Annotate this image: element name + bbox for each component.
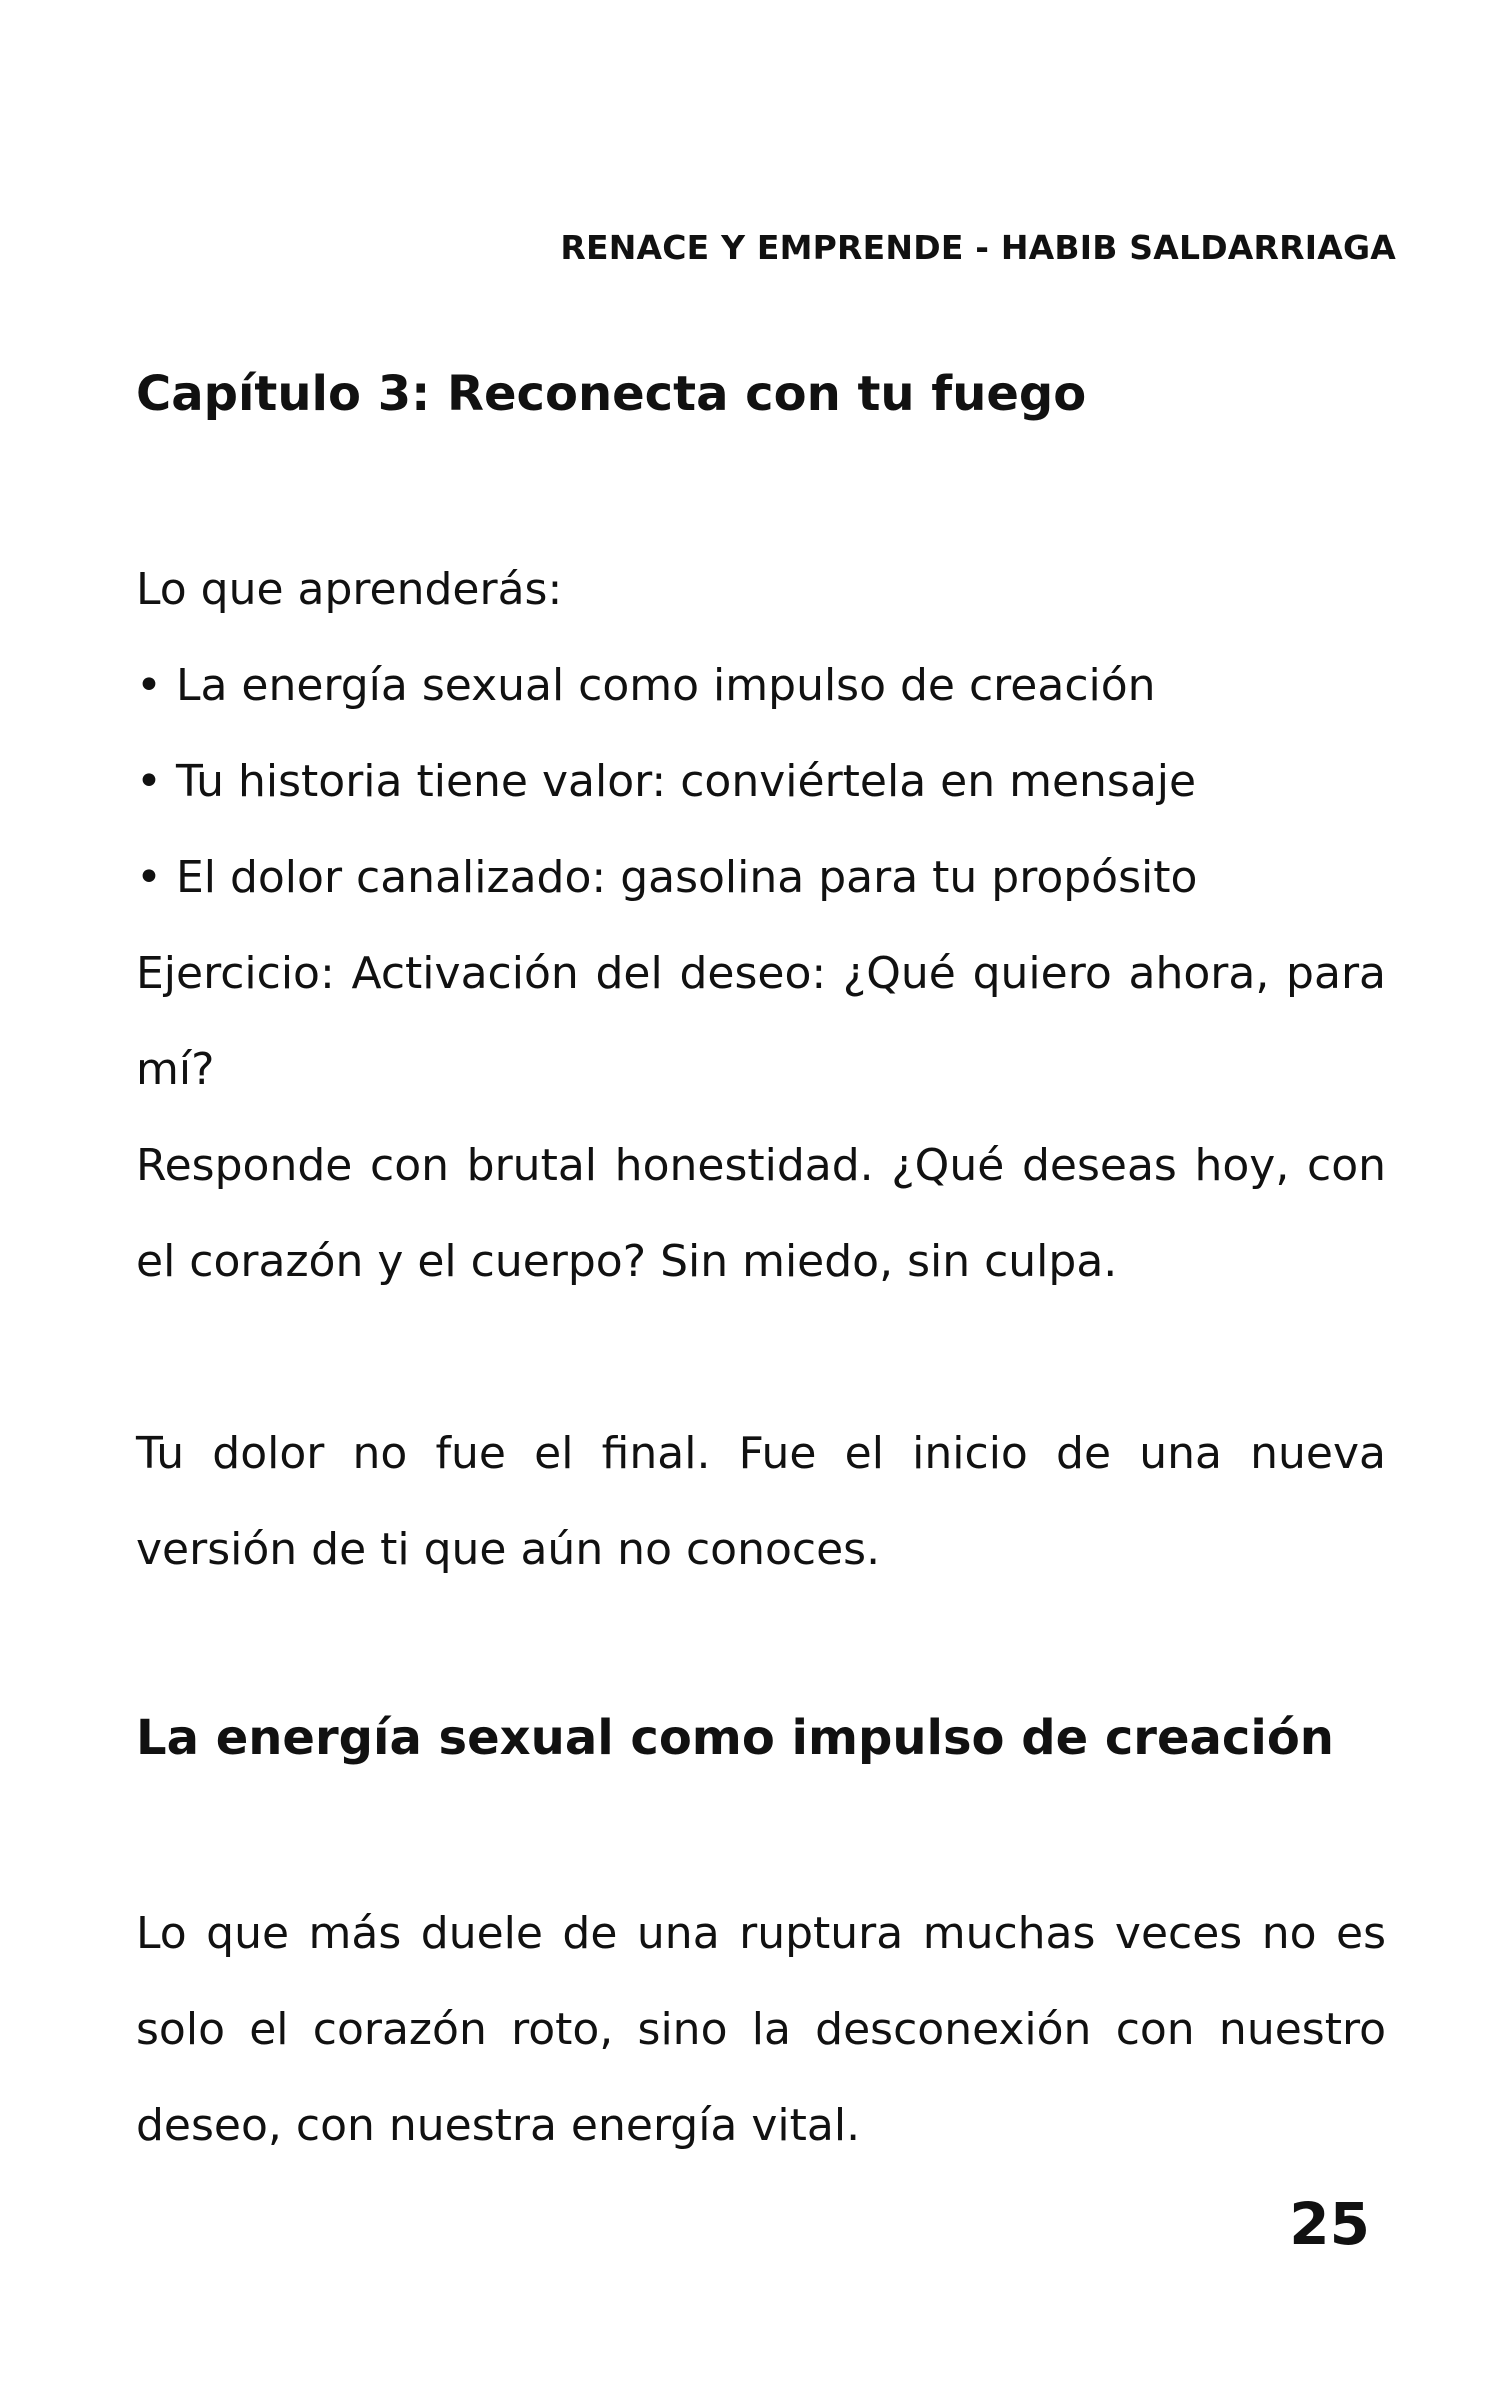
- section-body: [136, 1886, 1386, 2174]
- exercise-prompt: Responde con brutal honestidad. ¿Qué deseas hoy, con el corazón y el cuerpo? Sin miedo, sin culpa.: [136, 1140, 1386, 1287]
- closing-paragraph: [136, 1406, 1386, 1598]
- page-number: 25: [1289, 2190, 1370, 2258]
- exercise-paragraph: Ejercicio: Activación del deseo: ¿Qué quiero ahora, para mí?: [136, 948, 1386, 1095]
- running-header: RENACE Y EMPRENDE - HABIB SALDARRIAGA: [560, 228, 1396, 267]
- section-paragraph: Lo que más duele de una ruptura muchas veces no es solo el corazón roto, sino la desconexión con nuestro deseo, con nuestra energía vital.: [136, 1908, 1386, 2151]
- closing-text: Tu dolor no fue el final. Fue el inicio de una nueva versión de ti que aún no conoces.: [136, 1428, 1386, 1575]
- section-title: La energía sexual como impulso de creación: [136, 1710, 1334, 1766]
- learning-intro: Lo que aprenderás:: [136, 564, 563, 615]
- learning-bullet: • La energía sexual como impulso de creación: [136, 660, 1156, 711]
- learning-bullet: • El dolor canalizado: gasolina para tu propósito: [136, 852, 1198, 903]
- chapter-title: Capítulo 3: Reconecta con tu fuego: [136, 366, 1087, 422]
- learning-bullet: • Tu historia tiene valor: conviértela en mensaje: [136, 756, 1197, 807]
- learning-summary: [136, 542, 1386, 1310]
